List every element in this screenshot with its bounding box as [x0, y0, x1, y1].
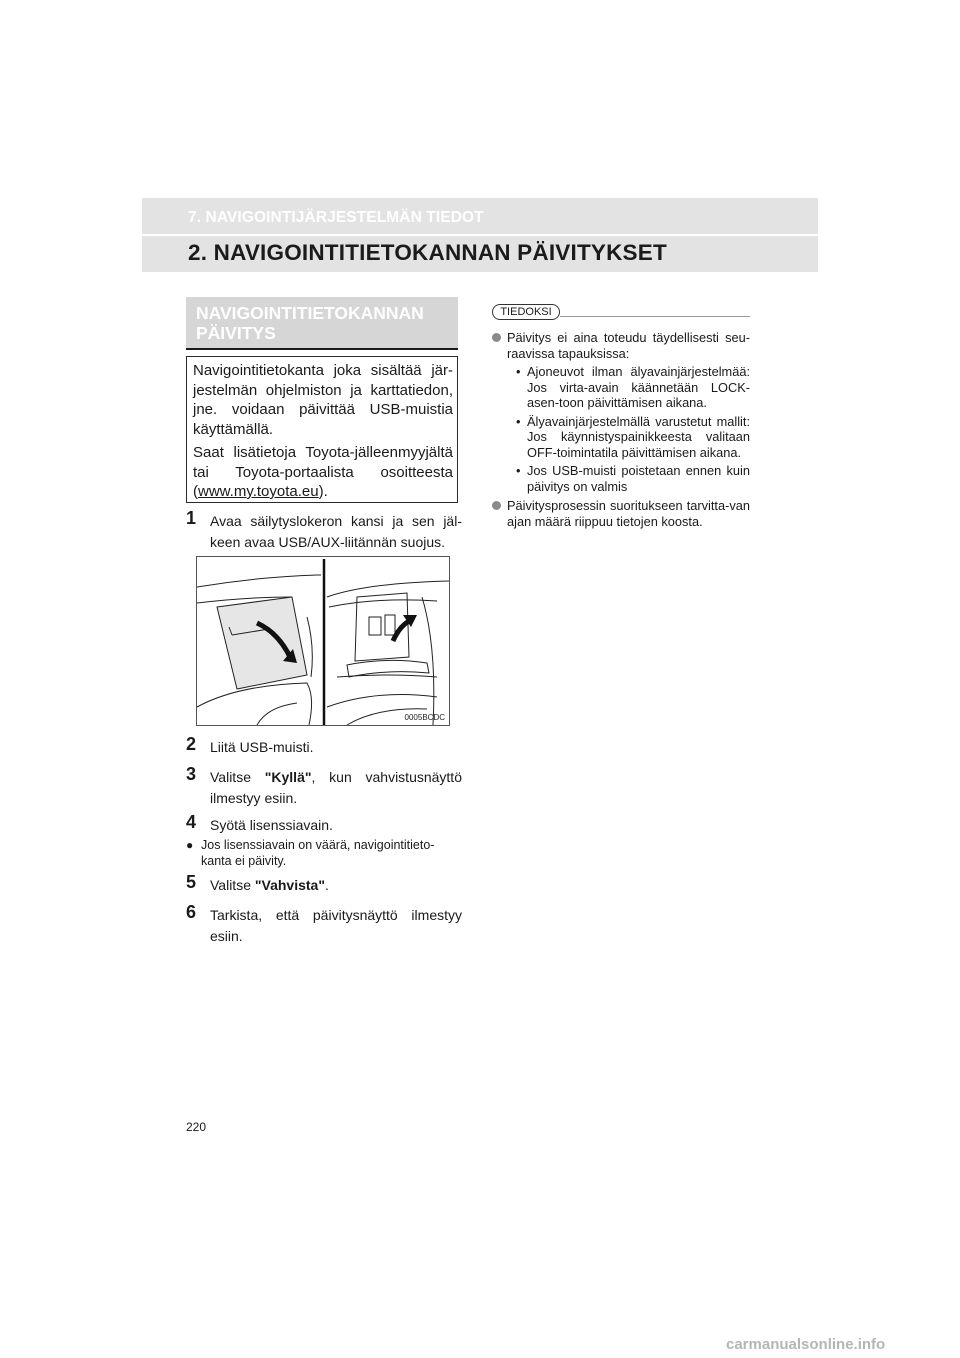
page-number: 220 [186, 1120, 207, 1134]
chapter-title: 7. NAVIGOINTIJÄRJESTELMÄN TIEDOT [188, 209, 484, 226]
intro-suffix: ). [318, 483, 328, 500]
step-text: Liitä USB-muisti. [210, 739, 314, 755]
illustration-code: 0005BCDC [404, 713, 445, 722]
subsection-header [186, 297, 458, 349]
step-number: 1 [186, 508, 197, 528]
console-drawing [197, 557, 449, 725]
tip-item [492, 498, 750, 529]
tiedoksi-divider [560, 316, 750, 317]
bullet-icon [492, 333, 501, 342]
tiedoksi-badge: TIEDOKSI [492, 304, 560, 320]
intro-box [186, 356, 458, 503]
usb-port-illustration [196, 556, 450, 726]
step-text [186, 875, 462, 896]
bullet-icon: ● [186, 838, 194, 852]
step-1 [186, 508, 462, 553]
step-post: . [324, 877, 329, 893]
step-6 [186, 902, 462, 947]
step-number: 4 [186, 812, 197, 832]
tip-sub-item [507, 463, 750, 494]
tip-item [492, 330, 750, 494]
tip-sub-text: Ajoneuvot ilman älyavainjärjestelmää: Jos virta-avain käännetään LOCK-asen-toon päivittämisen aikana. [527, 364, 750, 410]
tip-sub-text: Jos USB-muisti poistetaan ennen kuin päivitys on valmis [527, 463, 750, 494]
step-post: , kun vahvistusnäyttö ilmestyy esiin. [210, 769, 462, 806]
intro-prefix: Saat lisätietoja Toyota-jälleenmyyjältä tai Toyota-portaalista osoitteesta ( [193, 444, 453, 500]
step-text: Avaa säilytyslokeron kansi ja sen jäl-keen avaa USB/AUX-liitännän suojus. [210, 513, 462, 550]
subsection-divider [186, 348, 458, 350]
note-text: Jos lisenssiavain on väärä, navigointitieto-kanta ei päivity. [201, 838, 435, 868]
sub-bullet-icon: • [516, 463, 521, 478]
step-2 [186, 734, 462, 758]
tip-text: Päivitysprosessin suoritukseen tarvitta-van ajan määrä riippuu tietojen koosta. [507, 498, 750, 529]
toyota-portal-link[interactable]: www.my.toyota.eu [198, 483, 319, 500]
step-number: 6 [186, 902, 197, 922]
watermark: carmanualsonline.info [726, 1336, 886, 1353]
step-number: 2 [186, 734, 197, 754]
step-number: 3 [186, 764, 197, 784]
section-title: 2. NAVIGOINTITIETOKANNAN PÄIVITYKSET [188, 240, 667, 265]
subsection-title: NAVIGOINTITIETOKANNAN PÄIVITYS [196, 303, 424, 343]
bullet-icon [492, 501, 501, 510]
tip-text: Päivitys ei aina toteudu täydellisesti seu-raavissa tapauksissa: [507, 330, 750, 361]
tip-sub-item [507, 364, 750, 411]
intro-paragraph: Navigointitietokanta joka sisältää jär-jestelmän ohjelmiston ja karttatiedon, jne. voidaan päivittää USB-muistia käyttämällä. [193, 362, 453, 438]
step-option-kylla: "Kyllä" [264, 769, 312, 785]
tip-sub-text: Älyavainjärjestelmällä varustetut mallit: Jos käynnistyspainikkeesta valitaan OFF-toimintatila päivittämisen aikana. [527, 413, 750, 460]
step-3 [186, 764, 462, 809]
sub-bullet-icon: • [516, 364, 521, 379]
tip-sub-item [507, 414, 750, 461]
step-text [186, 767, 462, 809]
tiedoksi-list [492, 330, 750, 533]
intro-paragraph-link-line [193, 443, 453, 502]
step-4-note [186, 838, 462, 869]
step-pre: Valitse [210, 769, 265, 785]
step-pre: Valitse [210, 877, 255, 893]
step-number: 5 [186, 872, 197, 892]
step-text: Syötä lisenssiavain. [210, 817, 333, 833]
header-divider [142, 234, 818, 236]
step-4 [186, 812, 462, 836]
step-option-vahvista: "Vahvista" [254, 877, 325, 893]
step-text: Tarkista, että päivitysnäyttö ilmestyy esiin. [210, 907, 462, 944]
sub-bullet-icon: • [516, 413, 521, 429]
step-5 [186, 872, 462, 896]
